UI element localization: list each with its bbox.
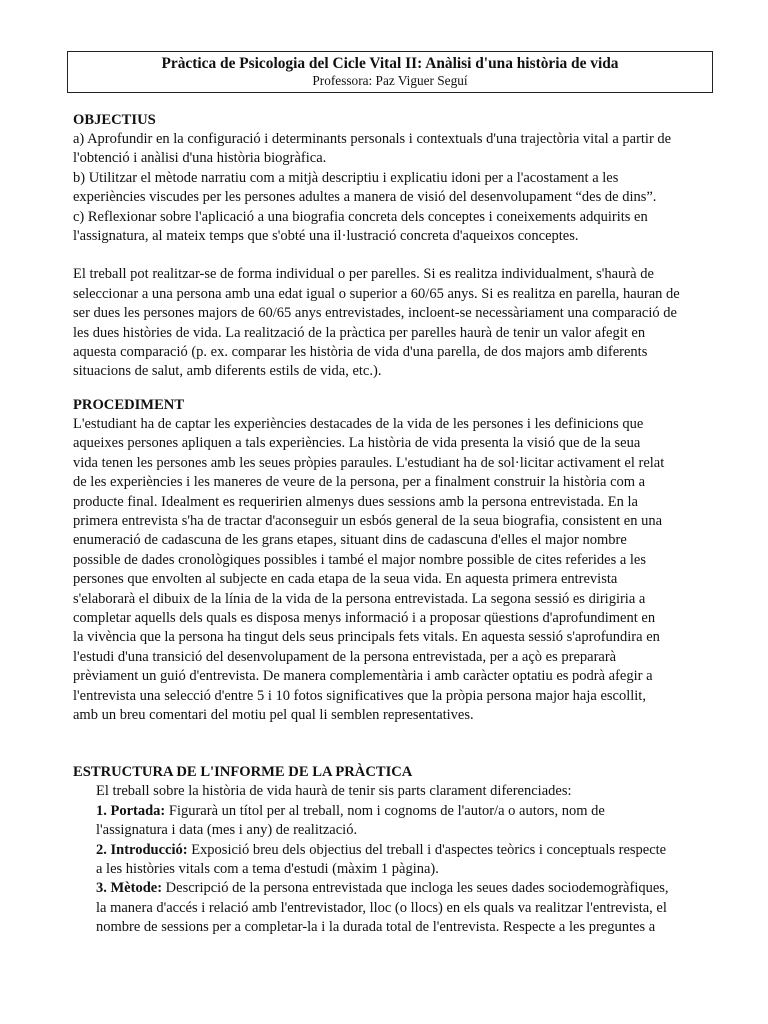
treball-line: situacions de salut, amb diferents estils de vida, etc.). bbox=[73, 363, 382, 380]
procediment-line: s'elaborarà el dibuix de la línia de la vida de la persona entrevistada. La segona sessió es dirigiria a bbox=[73, 590, 646, 607]
procediment-line: l'entrevista una selecció d'entre 5 i 10 fotos significatives que la pròpia persona major haja escollit, bbox=[73, 687, 646, 704]
procediment-line: persones que envolten al subjecte en cada etapa de la seua vida. En aquesta primera entrevista bbox=[73, 571, 618, 588]
procediment-line: prèviament un guió d'entrevista. De manera complementària i amb caràcter optatiu es podrà afegir a bbox=[73, 668, 653, 685]
objectius-line: experiències viscudes per les persones adultes a manera de visió del desenvolupament “des de dins”. bbox=[73, 189, 657, 206]
procediment-line: aqueixes persones apliquen a tals experiències. La història de vida presenta la visió que de la seua bbox=[73, 435, 641, 452]
item-text: Figurarà un títol per al treball, nom i cognoms de l'autor/a o autors, nom de bbox=[165, 802, 605, 819]
item-text: Exposició breu dels objectius del treball i d'aspectes teòrics i conceptuals respecte bbox=[187, 841, 667, 858]
item-continuation: l'assignatura i data (mes i any) de realització. bbox=[96, 822, 358, 839]
objectius-heading: OBJECTIUS bbox=[73, 112, 156, 128]
procediment-line: la vivència que la persona ha tingut dels seus principals fets vitals. En aquesta sessió s'aprofundira en bbox=[73, 629, 660, 646]
estructura-item-metode bbox=[96, 879, 697, 898]
procediment-heading: PROCEDIMENT bbox=[73, 396, 185, 413]
objectius-text bbox=[73, 130, 697, 246]
treball-line: El treball pot realitzar-se de forma individual o per parelles. Si es realitza individualment, s'haurà de bbox=[73, 266, 654, 283]
item-label: 2. Introducció: bbox=[96, 841, 188, 858]
treball-paragraph bbox=[73, 265, 697, 381]
document-page bbox=[73, 51, 697, 938]
procediment-line: possible de dades cronològiques possibles i també el major nombre possible de cites referides a les bbox=[73, 551, 647, 568]
procediment-line: completar aquells dels quals es disposa menys informació i a proposar qüestions d'aprofundiment en bbox=[73, 609, 656, 626]
estructura-list bbox=[73, 782, 697, 937]
estructura-heading: ESTRUCTURA DE L'INFORME DE LA PRÀCTICA bbox=[73, 764, 413, 781]
objectius-line: l'assignatura, al mateix temps que s'obté una il·lustració concreta d'aqueixos conceptes. bbox=[73, 228, 579, 245]
title-box bbox=[67, 51, 713, 93]
treball-line: les dues històries de vida. La realització de la pràctica per parelles haurà de tenir un valor afegit en bbox=[73, 324, 646, 341]
procediment-line: primera entrevista s'ha de tractar d'aconseguir un esbós general de la seua biografia, consistent en una bbox=[73, 512, 663, 529]
item-continuation: a les històries vitals com a tema d'estudi (màxim 1 pàgina). bbox=[96, 861, 439, 877]
estructura-item-introduccio bbox=[96, 841, 697, 860]
item-text: Descripció de la persona entrevistada que incloga les seues dades sociodemogràfiques, bbox=[162, 880, 669, 897]
objectius-line: a) Aprofundir en la configuració i determinants personals i contextuals d'una trajectòria vital a partir de bbox=[73, 131, 672, 147]
document-subtitle: Professora: Paz Viguer Seguí bbox=[312, 73, 468, 88]
estructura-item-portada bbox=[96, 802, 697, 821]
treball-line: aquesta comparació (p. ex. comparar les història de vida d'una parella, de dos majors amb diferents bbox=[73, 344, 648, 361]
procediment-text bbox=[73, 415, 697, 726]
treball-line: seleccionar a una persona amb una edat igual o superior a 60/65 anys. Si es realitza en parella, hauran de bbox=[73, 285, 680, 302]
item-label: 3. Mètode: bbox=[96, 880, 163, 897]
document-title: Pràctica de Psicologia del Cicle Vital II: Anàlisi d'una història de vida bbox=[161, 55, 619, 72]
procediment-line: producte final. Idealment es requeririen almenys dues sessions amb la persona entrevistada. En la bbox=[73, 493, 638, 510]
procediment-line: l'estudi d'una transició del desenvolupament de la persona entrevistada, per a açò es prepararà bbox=[73, 648, 617, 665]
procediment-line: amb un breu comentari del motiu pel qual li semblen representatives. bbox=[73, 706, 474, 723]
procediment-line: enumeració de cadascuna de les grans etapes, situant dins de cadascuna d'elles el major nombre bbox=[73, 532, 627, 549]
item-continuation: la manera d'accés i relació amb l'entrevistador, lloc (o llocs) en els quals va realitzar l'entrevista, el bbox=[96, 899, 667, 916]
objectius-line: c) Reflexionar sobre l'aplicació a una biografia concreta dels conceptes i coneixements adquirits en bbox=[73, 208, 648, 225]
objectius-line: b) Utilitzar el mètode narratiu com a mitjà descriptiu i explicatiu idoni per a l'acostament a les bbox=[73, 169, 619, 186]
item-label: 1. Portada: bbox=[96, 802, 166, 819]
procediment-line: L'estudiant ha de captar les experiències destacades de la vida de les persones i les definicions que bbox=[73, 415, 644, 432]
treball-line: ser dues les persones majors de 60/65 anys entrevistades, incloent-se necessàriament una comparació de bbox=[73, 305, 677, 322]
procediment-line: de les experiències i les maneres de veure de la persona, per a finalment construir la història com a bbox=[73, 474, 646, 491]
estructura-intro: El treball sobre la història de vida haurà de tenir sis parts clarament diferenciades: bbox=[96, 783, 572, 800]
procediment-line: vida tenen les persones amb les seues pròpies paraules. L'estudiant ha de sol·licitar activament el relat bbox=[73, 454, 665, 471]
item-continuation: nombre de sessions per a completar-la i la durada total de l'entrevista. Respecte a les preguntes a bbox=[96, 919, 656, 936]
objectius-line: l'obtenció i anàlisi d'una història biogràfica. bbox=[73, 150, 327, 167]
